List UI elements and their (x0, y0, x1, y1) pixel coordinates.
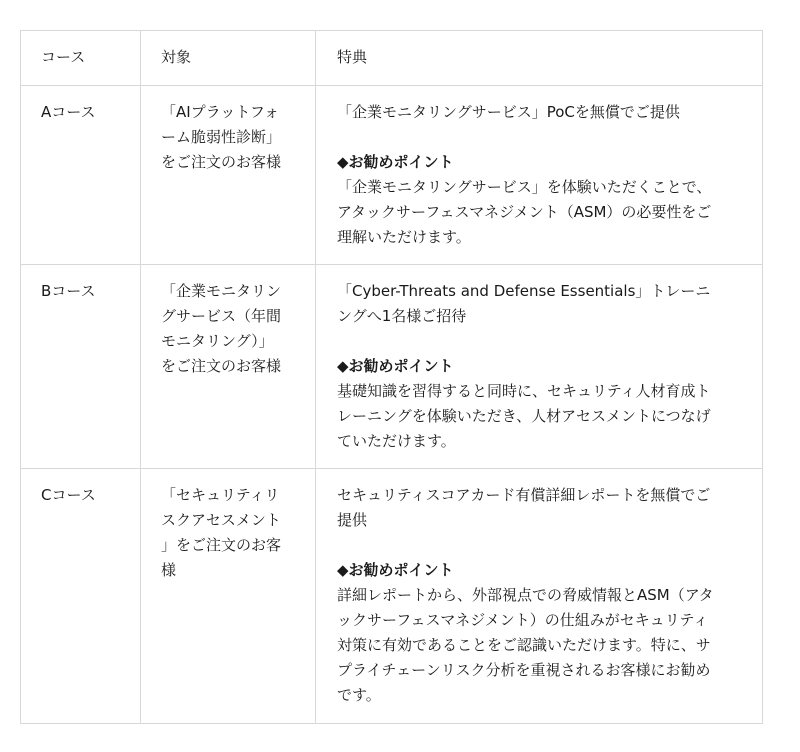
table-row (21, 469, 763, 724)
header-target-label: 対象 (161, 48, 192, 66)
header-benefit-label: 特典 (337, 48, 368, 66)
target-cell (141, 469, 316, 724)
benefit-line: 「Cyber-Threats and Defense Essentials」トレーニ (337, 282, 711, 300)
point-line: 理解いただけます。 (337, 228, 471, 246)
header-benefit (316, 31, 763, 86)
target-line: をご注文のお客様 (161, 357, 282, 375)
target-line: モニタリング）」 (161, 332, 274, 350)
point-line: プライチェーンリスク分析を重視されるお客様にお勧め (337, 661, 711, 679)
point-line: 対策に有効であることをご認識いただけます。特に、サ (337, 636, 711, 654)
benefit-line: 「企業モニタリングサービス」PoCを無償でご提供 (337, 103, 680, 121)
point-line: 「企業モニタリングサービス」を体験いただくことで、 (337, 178, 712, 196)
point-line: です。 (337, 686, 381, 704)
header-course-label: コース (41, 48, 86, 66)
point-heading: ◆お勧めポイント (337, 357, 454, 375)
benefit-cell (316, 469, 763, 724)
target-cell (141, 265, 316, 469)
point-line: ックサーフェスマネジメント）の仕組みがセキュリティ (337, 611, 709, 629)
target-line: をご注文のお客様 (161, 153, 282, 171)
course-name: Bコース (41, 282, 96, 300)
table-row (21, 86, 763, 265)
spacer (337, 329, 742, 354)
target-cell (141, 86, 316, 265)
benefit-line: ングへ1名様ご招待 (337, 307, 467, 325)
target-line: 「AIプラットフォ (161, 103, 280, 121)
point-line: レーニングを体験いただき、人材アセスメントにつなげ (337, 407, 711, 425)
course-name: Aコース (41, 103, 96, 121)
table-header-row (21, 31, 763, 86)
course-table (20, 30, 763, 724)
course-cell (21, 86, 141, 265)
course-name: Cコース (41, 486, 96, 504)
point-line: 基礎知識を習得すると同時に、セキュリティ人材育成ト (337, 382, 711, 400)
target-line: 「企業モニタリン (161, 282, 282, 300)
target-line: グサービス（年間 (161, 307, 282, 325)
target-line: 様 (161, 561, 177, 579)
header-target (141, 31, 316, 86)
target-line: スクアセスメント (161, 511, 281, 529)
point-heading: ◆お勧めポイント (337, 561, 454, 579)
benefit-line: 提供 (337, 511, 368, 529)
spacer (337, 533, 742, 558)
benefit-cell (316, 86, 763, 265)
target-line: ーム脆弱性診断」 (161, 128, 282, 146)
spacer (337, 125, 742, 150)
header-course (21, 31, 141, 86)
target-line: 「セキュリティリ (161, 486, 280, 504)
benefit-cell (316, 265, 763, 469)
course-cell (21, 469, 141, 724)
point-line: ていただけます。 (337, 432, 456, 450)
table-row (21, 265, 763, 469)
point-line: アタックサーフェスマネジメント（ASM）の必要性をご (337, 203, 712, 221)
benefit-line: セキュリティスコアカード有償詳細レポートを無償でご (337, 486, 711, 504)
target-line: 」をご注文のお客 (161, 536, 282, 554)
course-cell (21, 265, 141, 469)
point-line: 詳細レポートから、外部視点での脅威情報とASM（アタ (337, 586, 714, 604)
point-heading: ◆お勧めポイント (337, 153, 454, 171)
